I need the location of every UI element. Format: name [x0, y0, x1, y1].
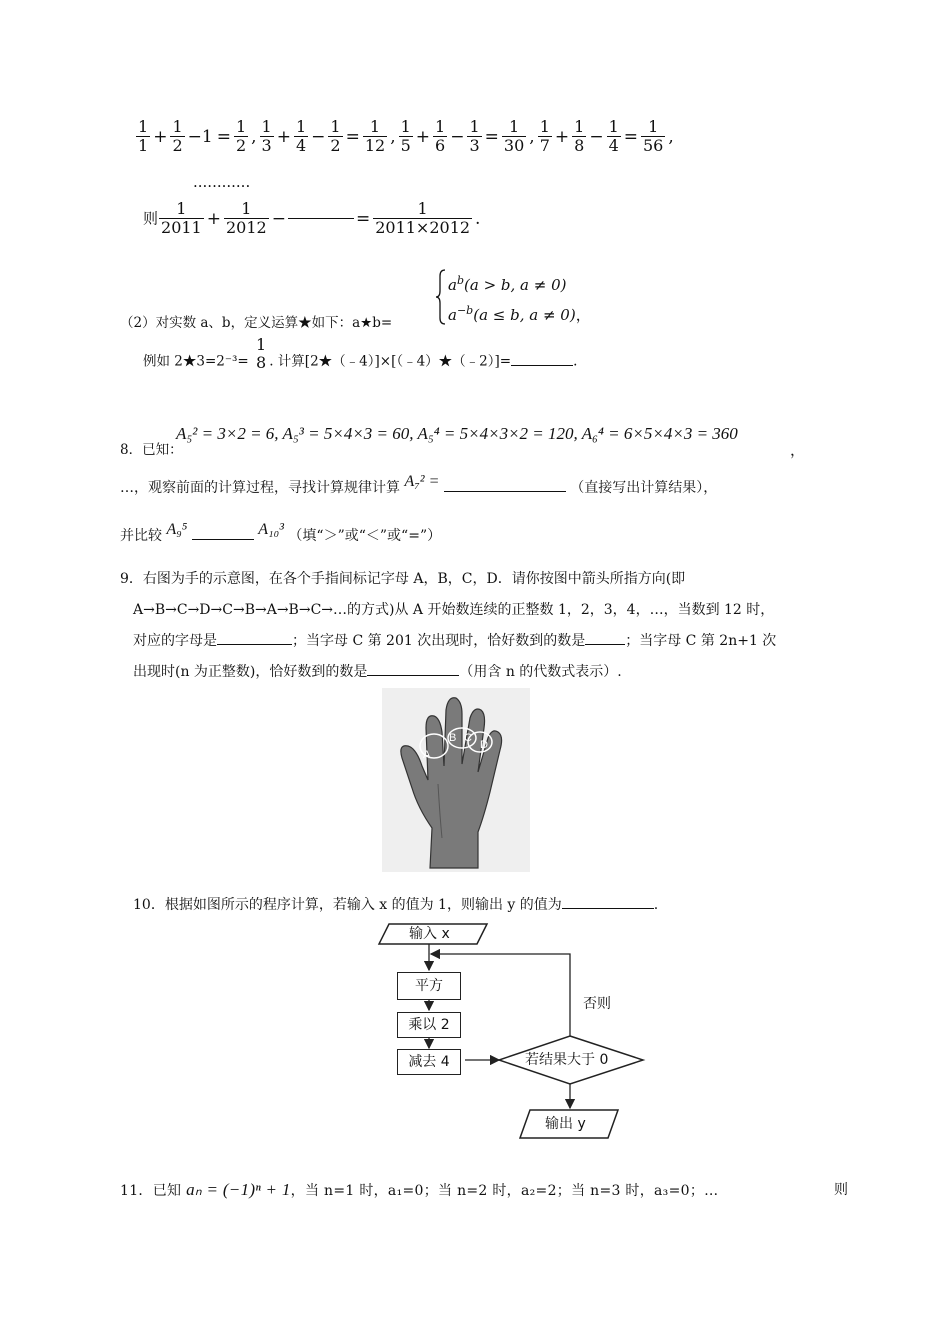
q10-text: 10．根据如图所示的程序计算，若输入 x 的值为 1，则输出 y 的值为	[133, 897, 562, 913]
case-base: a	[448, 306, 457, 324]
frac-den: 7	[539, 136, 550, 155]
q9-line3-c: ；当字母 C 第 2n+1 次	[625, 633, 777, 649]
answer-blank[interactable]	[511, 365, 573, 366]
case-cond: (a ≤ b, a ≠ 0)	[473, 306, 576, 324]
frac-num: 1	[509, 117, 520, 136]
q8-line2-prefix: …，观察前面的计算过程，寻找计算规律计算	[120, 480, 400, 496]
answer-blank[interactable]	[562, 908, 654, 909]
frac-den: 4	[608, 136, 619, 155]
square-step: 平方	[397, 972, 461, 1000]
period: .	[573, 353, 578, 370]
q8-line3-suffix: （填“＞”或“＜”或“=”）	[288, 528, 442, 544]
q11-rest: ，当 n=1 时，a₁=0；当 n=2 时，a₂=2；当 n=3 时，a₃=0；…	[290, 1183, 719, 1199]
q9-line3-a: 对应的字母是	[133, 633, 217, 649]
frac-den: 30	[503, 136, 525, 155]
q8-line2	[120, 473, 718, 498]
compare-label: 并比较	[120, 528, 162, 544]
frac-num: 1	[235, 117, 247, 136]
frac-den: 56	[643, 136, 664, 155]
brace-icon	[436, 268, 446, 326]
input-label: 输入 x	[409, 926, 450, 942]
minus-one: −1	[187, 126, 213, 147]
frac-num: 1	[176, 199, 187, 218]
frac-den: 3	[469, 136, 480, 155]
frac-num: 1	[417, 199, 428, 218]
hand-label-a: A	[423, 749, 431, 761]
q9-line3-b: ；当字母 C 第 201 次出现时，恰好数到的数是	[292, 633, 586, 649]
minus4-step: 减去 4	[397, 1049, 461, 1075]
answer-blank[interactable]	[288, 218, 354, 219]
q11-label: 11．已知	[120, 1183, 182, 1199]
q7-2-intro: （2）对实数 a、b，定义运算★如下：a★b=	[120, 315, 393, 331]
q9-line3	[133, 631, 776, 651]
frac-den: 2012	[225, 218, 267, 237]
comma: ，	[575, 306, 591, 324]
hand-label-d: D	[480, 739, 488, 751]
hand-label-b: B	[449, 732, 457, 744]
otherwise-label: 否则	[583, 996, 611, 1012]
q10-line	[133, 895, 658, 915]
frac-den: 2011×2012	[375, 218, 471, 237]
q7-example	[143, 335, 578, 380]
case-exp: b	[456, 274, 464, 287]
hand-figure	[382, 688, 530, 872]
frac-den: 8	[256, 353, 267, 372]
frac-num: 1	[608, 117, 619, 136]
frac-num: 1	[295, 117, 307, 136]
frac-den: 8	[574, 136, 585, 155]
condition-label: 若结果大于 0	[525, 1052, 609, 1068]
hand-label-c: C	[464, 732, 472, 744]
frac-num: 1	[330, 117, 341, 136]
q9-line2: A→B→C→D→C→B→A→B→C→…的方式)从 A 开始数连续的正整数 1，2，3，4，…，当数到 12 时，	[133, 602, 775, 618]
q8-line3	[120, 521, 442, 546]
frac-den: 12	[364, 136, 386, 155]
q8-label: 8．已知：	[120, 442, 183, 458]
frac-num: 1	[369, 117, 381, 136]
q9-line4	[133, 662, 622, 682]
frac-num: 1	[256, 335, 267, 354]
frac-num: 1	[241, 199, 252, 218]
frac-den: 1	[138, 136, 149, 155]
piecewise-brace	[436, 268, 444, 324]
period: .	[653, 897, 659, 913]
q8-tail-comma: ，	[790, 441, 806, 459]
case-base: a	[448, 276, 457, 294]
q8-formula: A₅² = 3×2 = 6, A₅³ = 5×4×3 = 60, A₅⁴ = 5×4×3×2 = 120, A₆⁴ = 6×5×4×3 = 360	[176, 424, 738, 443]
answer-blank[interactable]	[367, 675, 459, 676]
q11-then: 则	[834, 1182, 848, 1198]
frac-den: 2	[330, 136, 341, 155]
frac-den: 3	[261, 136, 272, 155]
q9-line4-b: （用含 n 的代数式表示）.	[459, 664, 622, 680]
frac-num: 1	[172, 117, 183, 136]
flowchart	[375, 918, 665, 1144]
piecewise-case-1	[448, 268, 566, 298]
perm-symbol: A₁₀³	[258, 521, 284, 538]
frac-den: 5	[400, 136, 411, 155]
frac-num: 1	[539, 117, 550, 136]
case-exp: −b	[456, 304, 474, 317]
frac-num: 1	[648, 117, 659, 136]
example-suffix: . 计算[2★（﹣4）]×[（﹣4）★（﹣2）]=	[269, 353, 512, 370]
q8-line2-suffix: （直接写出计算结果），	[570, 480, 718, 496]
ellipsis-dots: ............	[193, 173, 251, 191]
output-label: 输出 y	[545, 1116, 586, 1132]
frac-den: 2	[235, 136, 247, 155]
perm-symbol: A₇² =	[404, 473, 440, 490]
q11-line	[120, 1180, 718, 1201]
hand-drawing	[382, 688, 530, 872]
frac-num: 1	[435, 117, 446, 136]
q9-line4-a: 出现时(n 为正整数)，恰好数到的数是	[133, 664, 368, 680]
answer-blank[interactable]	[444, 491, 566, 492]
times2-step: 乘以 2	[397, 1012, 461, 1038]
fraction-sequence: $\frac{1}{1}$ + $\frac{1}{2}$ −1 = $\frac{1}{2}$ , $\frac{1}{3}$ + $\frac{1}{4}$ − $\frac{1}{2}$ = $\frac{1}{12}$ , $\frac{1}{5}$ + $\frac{1}{6}$ − $\frac{1}{3}$ = $\frac{1}{30}$ , $\frac{1}{7}$ + $\frac{1}{8}$ − $\frac{1}{4}$ = $\frac{1}{56}$ ,	[138, 117, 674, 155]
frac-num: 1	[400, 117, 411, 136]
answer-blank[interactable]	[192, 539, 254, 540]
frac-den: 2011	[161, 218, 202, 237]
frac-den: 4	[295, 136, 307, 155]
frac-den: 2	[172, 136, 183, 155]
perm-symbol: A₉⁵	[166, 521, 188, 538]
sequence-formula: aₙ = (−1)ⁿ + 1	[186, 1180, 291, 1199]
frac-num: 1	[469, 117, 480, 136]
sum-equation: 则 $\frac{1}{2011}$ + $\frac{1}{2012}$ − = $\frac{1}{2011\times 2012}$ .	[143, 199, 481, 237]
answer-blank[interactable]	[217, 644, 292, 645]
then-label: 则	[143, 209, 159, 228]
frac-num: 1	[138, 117, 149, 136]
example-prefix: 例如 2★3=2⁻³=	[143, 353, 249, 370]
frac-num: 1	[574, 117, 585, 136]
q9-line1: 9．右图为手的示意图，在各个手指间标记字母 A，B，C，D．请你按图中箭头所指方向(即	[120, 571, 686, 587]
frac-num: 1	[261, 117, 272, 136]
case-cond: (a > b, a ≠ 0)	[464, 276, 567, 294]
answer-blank[interactable]	[585, 644, 625, 645]
frac-den: 6	[435, 136, 446, 155]
piecewise-case-2	[448, 298, 591, 328]
